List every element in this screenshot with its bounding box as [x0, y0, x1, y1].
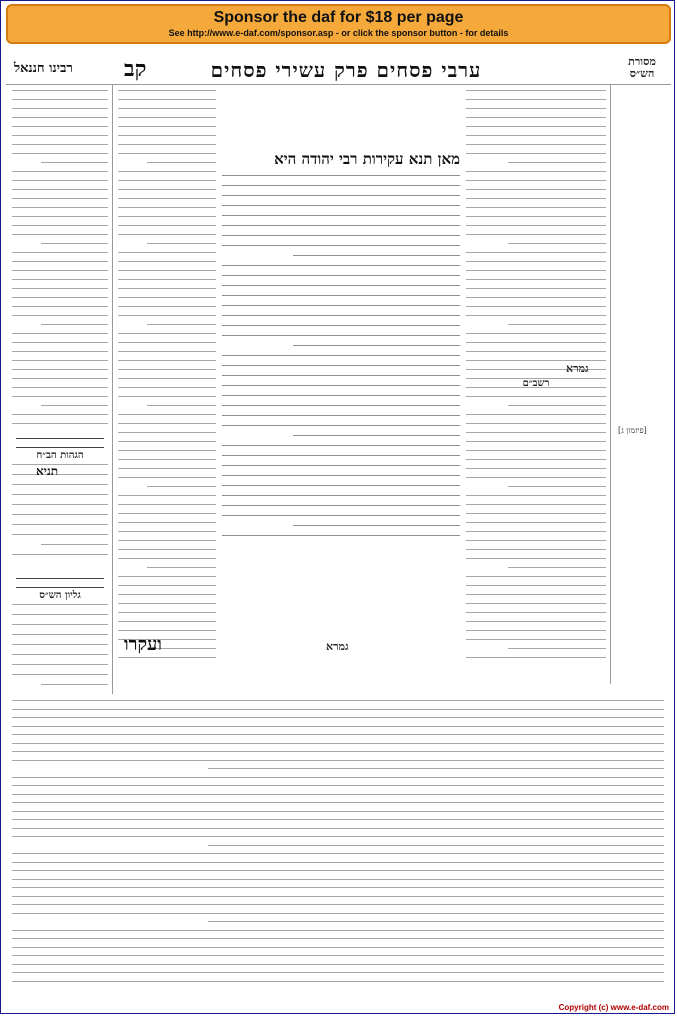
text-line — [41, 243, 108, 244]
column-rule-right — [610, 84, 611, 684]
text-line — [466, 108, 606, 109]
text-line — [12, 930, 664, 931]
sponsor-title[interactable]: Sponsor the daf for $18 per page — [213, 9, 464, 26]
text-line — [12, 464, 108, 465]
ornament-divider-2 — [16, 578, 104, 588]
text-line — [12, 135, 108, 136]
text-line — [12, 207, 108, 208]
text-line — [222, 195, 460, 196]
text-line — [118, 450, 216, 451]
text-line — [147, 567, 216, 568]
text-line — [118, 522, 216, 523]
text-line — [118, 180, 216, 181]
tosafot-heading-word: ועקרו — [124, 634, 162, 655]
marginal-reference: [פיזמון ג] — [618, 426, 647, 435]
page-title: ערבי פסחים פרק עשירי פסחים — [210, 58, 482, 82]
text-line — [12, 534, 108, 535]
text-line — [118, 342, 216, 343]
text-line — [118, 108, 216, 109]
text-line — [466, 153, 606, 154]
text-line — [12, 700, 664, 701]
text-line — [118, 216, 216, 217]
rabbeinu-chananel-column — [12, 90, 108, 430]
text-line — [12, 270, 108, 271]
text-line — [12, 717, 664, 718]
text-line — [12, 414, 108, 415]
ornament-divider-1 — [16, 438, 104, 448]
text-line — [12, 423, 108, 424]
text-line — [147, 324, 216, 325]
text-line — [118, 171, 216, 172]
text-line — [12, 947, 664, 948]
text-line — [12, 938, 664, 939]
text-line — [118, 432, 216, 433]
text-line — [222, 275, 460, 276]
text-line — [118, 540, 216, 541]
text-line — [466, 540, 606, 541]
text-line — [12, 604, 108, 605]
text-line — [222, 315, 460, 316]
text-line — [12, 819, 664, 820]
text-line — [12, 524, 108, 525]
text-line — [293, 255, 460, 256]
rashbam-column — [466, 90, 606, 690]
text-line — [118, 225, 216, 226]
text-line — [12, 664, 108, 665]
text-line — [12, 760, 664, 761]
text-line — [12, 351, 108, 352]
text-line — [466, 495, 606, 496]
text-line — [12, 333, 108, 334]
text-line — [466, 189, 606, 190]
text-line — [222, 305, 460, 306]
text-line — [466, 468, 606, 469]
text-line — [118, 270, 216, 271]
text-line — [222, 205, 460, 206]
text-line — [118, 90, 216, 91]
text-line — [118, 369, 216, 370]
text-line — [466, 594, 606, 595]
text-line — [12, 288, 108, 289]
text-line — [466, 657, 606, 658]
text-line — [118, 189, 216, 190]
text-line — [466, 225, 606, 226]
text-line — [466, 576, 606, 577]
text-line — [12, 297, 108, 298]
text-line — [12, 234, 108, 235]
text-line — [466, 270, 606, 271]
text-line — [118, 495, 216, 496]
text-line — [118, 549, 216, 550]
text-line — [466, 135, 606, 136]
text-line — [466, 306, 606, 307]
text-line — [222, 235, 460, 236]
text-line — [12, 794, 664, 795]
text-line — [466, 315, 606, 316]
text-line — [12, 99, 108, 100]
text-line — [12, 913, 664, 914]
text-line — [118, 378, 216, 379]
text-line — [12, 171, 108, 172]
text-line — [118, 351, 216, 352]
text-line — [118, 387, 216, 388]
text-line — [12, 644, 108, 645]
text-line — [222, 295, 460, 296]
text-line — [222, 335, 460, 336]
text-line — [41, 544, 108, 545]
text-line — [222, 455, 460, 456]
text-line — [12, 225, 108, 226]
text-line — [508, 243, 606, 244]
text-line — [118, 360, 216, 361]
text-line — [12, 634, 108, 635]
text-line — [208, 921, 664, 922]
text-line — [118, 306, 216, 307]
text-line — [118, 585, 216, 586]
text-line — [222, 385, 460, 386]
text-line — [118, 135, 216, 136]
text-line — [12, 879, 664, 880]
text-line — [118, 477, 216, 478]
text-line — [118, 603, 216, 604]
text-line — [41, 684, 108, 685]
text-line — [12, 360, 108, 361]
text-line — [118, 144, 216, 145]
text-line — [12, 180, 108, 181]
text-line — [118, 252, 216, 253]
text-line — [12, 654, 108, 655]
text-line — [466, 99, 606, 100]
rabbeinu-chananel-label: רבינו חננאל — [14, 61, 73, 76]
text-line — [222, 515, 460, 516]
text-line — [222, 185, 460, 186]
text-line — [466, 216, 606, 217]
text-line — [12, 494, 108, 495]
text-line — [466, 612, 606, 613]
text-line — [12, 811, 664, 812]
text-line — [466, 333, 606, 334]
text-line — [147, 405, 216, 406]
text-line — [147, 486, 216, 487]
text-line — [118, 297, 216, 298]
text-line — [466, 504, 606, 505]
text-line — [12, 726, 664, 727]
text-line — [118, 207, 216, 208]
text-line — [466, 558, 606, 559]
text-line — [118, 117, 216, 118]
gilyon-column — [12, 604, 108, 694]
text-line — [466, 522, 606, 523]
text-line — [222, 265, 460, 266]
text-line — [466, 459, 606, 460]
text-line — [466, 396, 606, 397]
text-line — [41, 324, 108, 325]
text-line — [12, 216, 108, 217]
text-line — [222, 175, 460, 176]
text-line — [12, 785, 664, 786]
text-line — [118, 126, 216, 127]
text-line — [118, 234, 216, 235]
text-line — [222, 485, 460, 486]
text-line — [12, 252, 108, 253]
text-line — [508, 324, 606, 325]
text-line — [118, 657, 216, 658]
text-line — [12, 955, 664, 956]
hagahot-habach-heading: הגהות הב״ח — [36, 450, 84, 461]
text-line — [118, 279, 216, 280]
text-line — [222, 215, 460, 216]
text-line — [508, 486, 606, 487]
sponsor-banner[interactable] — [6, 4, 671, 44]
text-line — [118, 459, 216, 460]
text-line — [118, 468, 216, 469]
text-line — [118, 594, 216, 595]
text-line — [293, 435, 460, 436]
text-line — [293, 525, 460, 526]
text-line — [466, 432, 606, 433]
text-line — [208, 768, 664, 769]
text-line — [12, 126, 108, 127]
text-line — [466, 90, 606, 91]
text-line — [118, 153, 216, 154]
text-line — [222, 325, 460, 326]
text-line — [118, 504, 216, 505]
text-line — [466, 252, 606, 253]
text-line — [12, 117, 108, 118]
masoret-label-line1: מסורת — [628, 55, 656, 68]
text-line — [118, 621, 216, 622]
tosafot-column — [118, 90, 216, 690]
text-line — [12, 802, 664, 803]
sponsor-subtitle[interactable]: See http://www.e-daf.com/sponsor.asp - or click the sponsor button - for details — [168, 28, 509, 38]
text-line — [466, 549, 606, 550]
text-line — [12, 514, 108, 515]
text-line — [466, 342, 606, 343]
text-line — [12, 306, 108, 307]
text-line — [12, 504, 108, 505]
text-line — [12, 315, 108, 316]
text-line — [466, 171, 606, 172]
rashbam-heading: רשב״ם — [522, 378, 550, 389]
text-line — [222, 425, 460, 426]
text-line — [466, 450, 606, 451]
text-line — [12, 189, 108, 190]
text-line — [466, 360, 606, 361]
text-line — [466, 423, 606, 424]
text-line — [12, 709, 664, 710]
text-line — [118, 576, 216, 577]
text-line — [118, 414, 216, 415]
text-line — [222, 465, 460, 466]
text-line — [12, 387, 108, 388]
text-line — [222, 495, 460, 496]
text-line — [222, 375, 460, 376]
text-line — [12, 484, 108, 485]
text-line — [222, 245, 460, 246]
text-line — [466, 117, 606, 118]
text-line — [466, 477, 606, 478]
text-line — [12, 108, 108, 109]
text-line — [12, 474, 108, 475]
text-line — [222, 365, 460, 366]
text-line — [466, 198, 606, 199]
gilyon-hashas-heading: גליון הש״ס — [39, 590, 81, 601]
text-line — [12, 777, 664, 778]
talmud-page — [6, 50, 671, 998]
text-line — [12, 853, 664, 854]
text-line — [118, 198, 216, 199]
text-line — [147, 162, 216, 163]
text-line — [466, 297, 606, 298]
text-line — [12, 751, 664, 752]
text-line — [118, 513, 216, 514]
text-line — [466, 234, 606, 235]
text-line — [508, 162, 606, 163]
text-line — [466, 144, 606, 145]
text-line — [12, 369, 108, 370]
text-line — [12, 896, 664, 897]
text-line — [12, 144, 108, 145]
text-line — [118, 288, 216, 289]
text-line — [466, 351, 606, 352]
gemara-marker-center: גמרא — [326, 640, 349, 653]
text-line — [118, 315, 216, 316]
column-rule-left — [112, 84, 113, 694]
text-line — [222, 355, 460, 356]
gemara-main-text — [222, 150, 460, 536]
text-line — [12, 972, 664, 973]
text-line — [12, 674, 108, 675]
text-line — [118, 531, 216, 532]
masoret-hashas-label — [613, 56, 671, 80]
text-line — [466, 630, 606, 631]
text-line — [118, 333, 216, 334]
bottom-commentary — [12, 700, 664, 992]
text-line — [118, 99, 216, 100]
text-line — [466, 207, 606, 208]
text-line — [12, 614, 108, 615]
text-line — [222, 225, 460, 226]
text-line — [466, 513, 606, 514]
text-line — [12, 828, 664, 829]
text-line — [466, 621, 606, 622]
text-line — [466, 126, 606, 127]
text-line — [466, 180, 606, 181]
text-line — [466, 585, 606, 586]
text-line — [12, 862, 664, 863]
text-line — [466, 288, 606, 289]
copyright-notice: Copyright (c) www.e-daf.com — [558, 1003, 669, 1012]
text-line — [41, 162, 108, 163]
text-line — [466, 414, 606, 415]
hagahot-column — [12, 464, 108, 572]
text-line — [466, 279, 606, 280]
text-line — [118, 423, 216, 424]
text-line — [12, 887, 664, 888]
text-line — [12, 624, 108, 625]
gemara-marker-right: גמרא — [566, 362, 589, 375]
text-line — [12, 342, 108, 343]
text-line — [466, 441, 606, 442]
text-line — [208, 845, 664, 846]
text-line — [12, 198, 108, 199]
text-line — [466, 531, 606, 532]
text-line — [12, 396, 108, 397]
text-line — [222, 395, 460, 396]
text-line — [222, 415, 460, 416]
text-line — [466, 261, 606, 262]
text-line — [508, 405, 606, 406]
text-line — [12, 981, 664, 982]
text-line — [118, 396, 216, 397]
folio-number: קב — [124, 56, 147, 82]
text-line — [12, 279, 108, 280]
text-line — [12, 554, 108, 555]
text-line — [118, 630, 216, 631]
text-line — [147, 243, 216, 244]
text-line — [12, 378, 108, 379]
text-line — [118, 261, 216, 262]
text-line — [12, 734, 664, 735]
mishna-opening: מאן תנא עקירות רבי יהודה היא — [274, 150, 460, 168]
text-line — [508, 648, 606, 649]
text-line — [222, 405, 460, 406]
text-line — [118, 558, 216, 559]
header-rule — [6, 84, 671, 85]
text-line — [222, 475, 460, 476]
text-line — [118, 612, 216, 613]
text-line — [12, 90, 108, 91]
text-line — [12, 743, 664, 744]
masoret-label-line2: הש״ס — [629, 67, 655, 80]
text-line — [222, 445, 460, 446]
text-line — [293, 345, 460, 346]
text-line — [508, 567, 606, 568]
text-line — [12, 964, 664, 965]
text-line — [222, 535, 460, 536]
text-line — [466, 639, 606, 640]
text-line — [41, 405, 108, 406]
tana-label: תניא — [36, 464, 59, 478]
text-line — [222, 505, 460, 506]
text-line — [12, 870, 664, 871]
text-line — [222, 285, 460, 286]
text-line — [12, 261, 108, 262]
text-line — [12, 904, 664, 905]
text-line — [466, 603, 606, 604]
text-line — [12, 836, 664, 837]
text-line — [118, 441, 216, 442]
text-line — [12, 153, 108, 154]
